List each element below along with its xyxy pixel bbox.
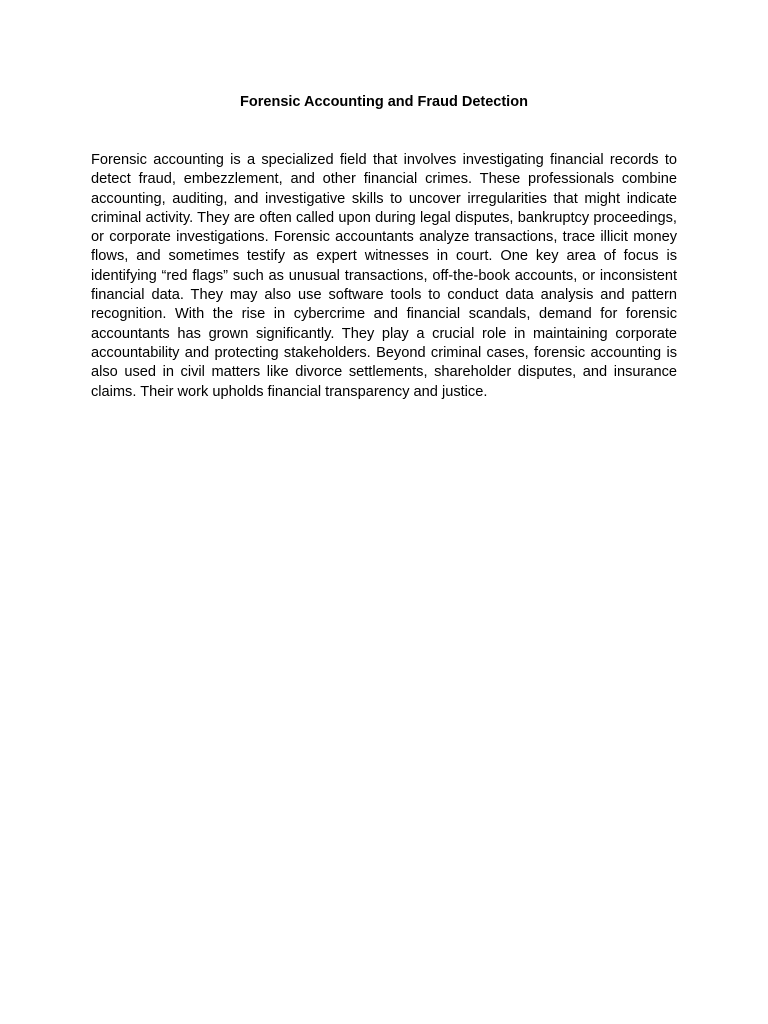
document-title: Forensic Accounting and Fraud Detection [240, 94, 528, 110]
document-body-paragraph: Forensic accounting is a specialized field that involves investigating financial records to detect fraud, embezzlement, and other financial crimes. These professionals combine accounting, auditing, and investigative skills to uncover irregularities that might indicate criminal activity. They are often called upon during legal disputes, bankruptcy proceedings, or corporate investigations. Forensic accountants analyze transactions, trace illicit money flows, and sometimes testify as expert witnesses in court. One key area of focus is identifying “red flags” such as unusual transactions, off-the-book accounts, or inconsistent financial data. They may also use software tools to conduct data analysis and pattern recognition. With the rise in cybercrime and financial scandals, demand for forensic accountants has grown significantly. They play a crucial role in maintaining corporate accountability and protecting stakeholders. Beyond criminal cases, forensic accounting is also used in civil matters like divorce settlements, shareholder disputes, and insurance claims. Their work upholds financial transparency and justice. [91, 152, 677, 400]
